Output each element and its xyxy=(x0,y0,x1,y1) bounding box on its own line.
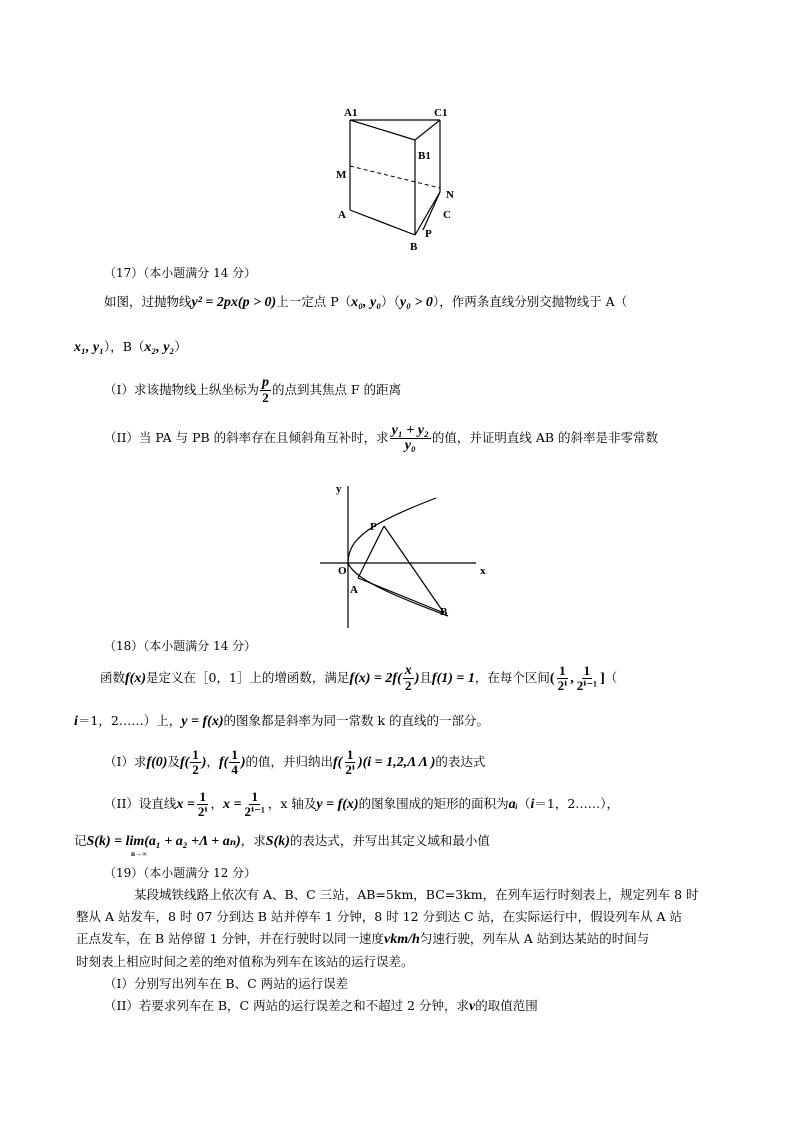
q19-p3-a: 正点发车，在 B 站停留 1 分钟，并在行驶时以同一速度 xyxy=(76,931,385,946)
q19-part2-b: 的取值范围 xyxy=(475,998,538,1013)
q18-part1-num2: 1 xyxy=(231,747,238,762)
q19-p3-b: 匀速行驶，列车从 A 站到达某站的时间与 xyxy=(419,931,650,946)
q17-line2 xyxy=(74,338,187,357)
q18-part1 xyxy=(104,745,485,780)
q18-part2-frac1 xyxy=(196,790,210,819)
q17-part2 xyxy=(104,423,658,453)
label-p: P xyxy=(370,521,377,533)
q18-part1-den1: 2 xyxy=(192,762,199,777)
q18-part2-i: i xyxy=(530,797,535,812)
q17-line2-text-d: ） xyxy=(174,339,187,354)
prism-figure xyxy=(330,100,470,258)
q17-part2-frac-num: y₁ + y₂ xyxy=(391,423,429,438)
label-a: A xyxy=(350,584,358,596)
q18-eq1-b: ) xyxy=(414,671,420,686)
q17-line1-text-d: ），作两条直线分别交抛物线于 A（ xyxy=(432,294,628,309)
parabola-figure xyxy=(316,478,496,630)
q18-part1-num3: 1 xyxy=(346,747,354,762)
dashed-m-n xyxy=(350,166,440,188)
q18-part2-x1: x = xyxy=(176,797,195,812)
parabola-curve xyxy=(348,498,436,563)
q17-line1 xyxy=(104,293,627,312)
q18-part1-f2-close: ) xyxy=(240,755,246,770)
q18-part1-f-open: f( xyxy=(179,755,190,770)
label-m: M xyxy=(336,169,347,181)
q17-parabola-eq: y² = 2px(p > 0) xyxy=(191,295,277,310)
q18-eq2: f(1) = 1 xyxy=(431,671,475,686)
q18-part2-x2: x = xyxy=(223,797,242,812)
q18-part1-frac1 xyxy=(190,748,201,777)
q18-line2-text-b: ＝1，2……）上， xyxy=(77,713,182,728)
q18-part2-num2: 1 xyxy=(251,789,258,804)
q19-speed: vkm/h xyxy=(384,932,420,947)
q18-interval-den2: 2ⁱ⁻¹ xyxy=(576,678,598,693)
q18-part1-text-b: 及 xyxy=(167,754,180,769)
q18-part2-text-c: ，x 轴及 xyxy=(267,796,317,811)
q18-part1-frac3 xyxy=(343,748,357,777)
q18-part2-text-f: ＝1，2……）， xyxy=(534,796,620,811)
q18-line1-text-d: ，在每个区间 xyxy=(474,670,550,685)
label-a1: A1 xyxy=(344,107,358,119)
q19-part2-v: v xyxy=(468,999,476,1014)
q18-part1-den3: 2ⁱ xyxy=(345,762,355,777)
label-a: A xyxy=(338,209,346,221)
segment-p-a xyxy=(358,526,384,578)
q18-interval-frac2 xyxy=(575,664,599,693)
q18-interval-num2: 1 xyxy=(583,663,591,678)
q18-part1-frac2 xyxy=(229,748,240,777)
q18-part1-f-close: ) xyxy=(201,755,207,770)
label-b: B xyxy=(440,606,448,618)
segment-p-b xyxy=(384,526,444,613)
q18-interval-frac1 xyxy=(556,664,570,693)
label-o: O xyxy=(338,565,347,577)
q18-part2-text-b: ， xyxy=(210,796,224,811)
q18-part2 xyxy=(104,786,619,823)
q19-part2-a: （II）若要求列车在 B，C 两站的运行误差之和不超过 2 分钟，求 xyxy=(104,998,469,1013)
q18-part3-text-c: 的表达式，并写出其定义域和最小值 xyxy=(289,833,490,848)
q18-part2-num1: 1 xyxy=(199,789,206,804)
q18-line1-text-b: 是定义在［0，1］上的增函数，满足 xyxy=(146,670,350,685)
q18-part2-den1: 2ⁱ xyxy=(197,804,208,819)
label-c1: C1 xyxy=(434,107,448,119)
q17-point-b: x₂, y₂ xyxy=(144,340,175,355)
q18-part1-f2-open: f( xyxy=(218,755,229,770)
edge-b1-c1 xyxy=(415,120,440,140)
label-n: N xyxy=(446,189,454,201)
q17-line2-text-b: ），B（ xyxy=(103,339,145,354)
q19-p1: 某段城铁线路上依次有 A、B、C 三站，AB=5km，BC=3km，在列车运行时刻表上，规定列车 8 时 xyxy=(134,887,699,902)
q19-part1: （I）分别写出列车在 B、C 两站的运行误差 xyxy=(104,976,349,991)
q17-part2-frac-den: y₀ xyxy=(404,438,416,453)
q19-p3 xyxy=(76,928,716,951)
q18-part1-general: )(i = 1,2,Λ Λ ) xyxy=(357,755,436,770)
q17-part2-text-a: （II）当 PA 与 PB 的斜率存在且倾斜角互补时，求 xyxy=(104,430,389,445)
q18-part3-sk: S(k) xyxy=(265,834,290,849)
label-y: y xyxy=(336,483,342,495)
q18-line2-text-c: 的图象都是斜率为同一常数 k 的直线的一部分。 xyxy=(223,713,490,728)
q18-part2-text-e: （ xyxy=(517,796,531,811)
q19-p4: 时刻表上相应时间之差的绝对值称为列车在该站的运行误差。 xyxy=(76,954,414,969)
q18-part2-den2: 2ⁱ⁻¹ xyxy=(244,804,265,819)
q18-interval-open: ( xyxy=(549,671,555,686)
q18-interval-num1: 1 xyxy=(559,663,566,678)
q18-part3-eq: S(k) = lim(a₁ + a₂ +Λ + aₙ) xyxy=(86,834,241,849)
edge-a-b xyxy=(350,210,415,235)
segment-n-p xyxy=(423,192,440,230)
q17-part2-fraction xyxy=(390,424,431,453)
q17-part1-frac-num: p xyxy=(261,375,269,390)
q18-part2-text-d: 的图象围成的矩形的面积为 xyxy=(358,796,509,811)
q18-line2-eq: y = f(x) xyxy=(181,714,224,729)
q18-part1-f0: f(0) xyxy=(146,755,168,770)
q18-part3-lim-sub: n→∞ xyxy=(131,850,147,858)
q17-point-p: x₀, y₀ xyxy=(351,295,382,310)
q18-line2-i: i xyxy=(74,714,78,729)
q18-interval-close: ] xyxy=(600,671,605,686)
q19-heading: （19）（本小题满分 12 分） xyxy=(104,866,257,880)
q17-part1-text-b: 的点到其焦点 F 的距离 xyxy=(271,382,402,397)
q18-eq1-den: 2 xyxy=(404,678,412,693)
q17-part1-text-a: （I）求该抛物线上纵坐标为 xyxy=(104,382,259,397)
label-b1: B1 xyxy=(418,150,431,162)
q18-line1-text-a: 函数 xyxy=(100,670,126,685)
q18-part2-eq: y = f(x) xyxy=(316,797,359,812)
q18-part1-text-c: ， xyxy=(206,754,219,769)
q18-part2-frac2 xyxy=(243,790,267,819)
q17-condition: y₀ > 0 xyxy=(399,295,433,310)
q18-part3-text-a: 记 xyxy=(74,833,87,848)
q17-part1 xyxy=(104,375,401,405)
q18-part2-ai: aᵢ xyxy=(508,797,518,812)
q19-part2 xyxy=(76,995,716,1018)
q19-body xyxy=(76,884,716,1018)
q18-part1-den2: 4 xyxy=(231,762,238,777)
q18-line2 xyxy=(74,712,489,731)
q17-part2-text-b: 的值，并证明直线 AB 的斜率是非零常数 xyxy=(431,430,659,445)
q18-line1 xyxy=(100,660,617,697)
q18-fx: f(x) xyxy=(125,671,147,686)
q17-part1-frac-den: 2 xyxy=(262,390,269,405)
q18-eq1-fraction xyxy=(403,664,414,693)
q18-part3-text-b: ，求 xyxy=(240,833,266,848)
label-b: B xyxy=(410,241,418,253)
q18-part1-text-f: 的表达式 xyxy=(435,754,486,769)
q18-part1-text-a: （I）求 xyxy=(104,754,147,769)
q18-line1-text-c: 且 xyxy=(419,670,432,685)
label-c: C xyxy=(443,209,451,221)
segment-a-b xyxy=(358,578,444,613)
edge-a1-b1 xyxy=(350,120,415,140)
label-x: x xyxy=(480,565,486,577)
q18-part1-num1: 1 xyxy=(192,747,199,762)
q18-interval-den1: 2ⁱ xyxy=(557,678,568,693)
q18-eq1-a: f(x) = 2f( xyxy=(349,671,402,686)
q18-heading: （18）（本小题满分 14 分） xyxy=(104,639,257,653)
q17-heading: （17）（本小题满分 14 分） xyxy=(104,266,257,280)
q18-part1-f3-open: f( xyxy=(333,755,343,770)
q17-part1-fraction xyxy=(260,376,271,405)
q18-part2-text-a: （II）设直线 xyxy=(104,796,177,811)
q17-line1-text-c: ）（ xyxy=(381,294,400,309)
q18-eq1-num: x xyxy=(404,663,412,678)
q19-p2: 整从 A 站发车，8 时 07 分到达 B 站并停车 1 分钟，8 时 12 分到达 C 站，在实际运行中，假设列车从 A 站 xyxy=(76,909,683,924)
q17-line1-text-b: 上一定点 P（ xyxy=(276,294,352,309)
q17-point-a: x₁, y₁ xyxy=(74,340,104,355)
label-p: P xyxy=(425,228,432,240)
q18-part1-text-d: 的值，并归纳出 xyxy=(245,754,333,769)
q17-line1-text-a: 如图，过抛物线 xyxy=(104,294,192,309)
q18-interval-sep: , xyxy=(570,671,574,686)
q18-line1-text-e: （ xyxy=(604,670,618,685)
